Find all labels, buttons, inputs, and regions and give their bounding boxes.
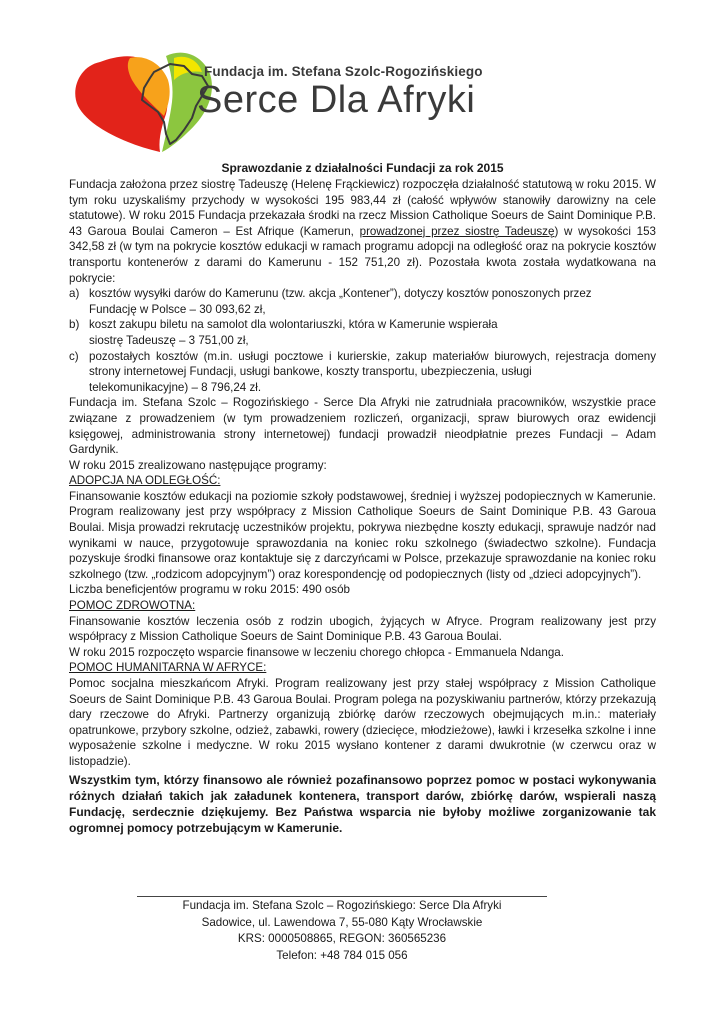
intro-part-1: Fundacja założona przez siostrę Tadeuszę (Helenę Frąckiewicz) rozpoczęła działalność statutową w roku 2015. W tym roku uzyskaliśmy przychody w wysokości 195 983,44 zł (całość wpływów stanowiły darowizny na cele statutowe). W roku 2015 Fundacja przekazała środki na rzecz Mission Catholique Soeurs de Saint Dominique P.B. 43 Garoua Boulai Cameron – Est Afrique (Kamerun,: [69, 178, 656, 238]
footer-line-4: Telefon: +48 784 015 056: [276, 948, 408, 962]
list-item: [69, 317, 656, 348]
staff-paragraph: Fundacja im. Stefana Szolc – Rogozińskiego - Serce Dla Afryki nie zatrudniała pracowników, wszystkie prace związane z prowadzeniem (w tym prowadzeniem rozliczeń, organizacji, spraw biurowych oraz ewidencji księgowej, administrowania strony internetowej) fundacji prowadził nieodpłatnie prezes Fundacji – Adam Gardynik.: [69, 396, 656, 457]
footer-divider: [137, 896, 547, 897]
list-marker: c): [69, 349, 79, 363]
adoption-heading: ADOPCJA NA ODLEGŁOŚĆ:: [69, 474, 221, 488]
programs-intro: W roku 2015 zrealizowano następujące programy:: [69, 458, 327, 472]
health-text: Finansowanie kosztów leczenia osób z rodzin ubogich, żyjących w Afryce. Program realizowany jest przy współpracy z Mission Catholique Soeurs de Saint Dominique P.B. 43 Garoua Boulai.: [69, 614, 656, 644]
intro-paragraph: [69, 177, 656, 286]
logo-brand-name: Serce Dla Afryki: [197, 79, 476, 121]
list-marker: b): [69, 318, 80, 332]
thanks-paragraph: Wszystkim tym, którzy finansowo ale również pozafinansowo poprzez pomoc w postaci wykonywania różnych działań takich jak załadunek kontenera, transport darów, zbiórkę darów, wspierali naszą Fundację, serdecznie dziękujemy. Bez Państwa wsparcia nie byłoby możliwe zorganizowanie tak ogromnej pomocy potrzebującym w Kamerunie.: [69, 772, 656, 835]
health-heading: POMOC ZDROWOTNA:: [69, 599, 196, 613]
report-title: Sprawozdanie z działalności Fundacji za rok 2015: [221, 161, 504, 175]
footer: [137, 898, 547, 964]
footer-line-3: KRS: 0000508865, REGON: 360565236: [237, 932, 447, 945]
list-item-text-cont: Fundację w Polsce – 30 093,62 zł,: [89, 302, 266, 316]
list-item-text-cont: siostrę Tadeuszę – 3 751,00 zł,: [89, 333, 249, 347]
list-item-text: pozostałych kosztów (m.in. usługi pocztowe i kurierskie, zakup materiałów biurowych, rejestracja domeny strony internetowej Fundacji, usługi bankowe, koszty transportu, ubezpieczenia, usługi: [89, 349, 656, 379]
adoption-beneficiaries: Liczba beneficjentów programu w roku 2015: 490 osób: [69, 583, 351, 597]
health-note: W roku 2015 rozpoczęto wsparcie finansowe w leczeniu chorego chłopca - Emmanuela Ndanga.: [69, 645, 564, 659]
humanitarian-heading: POMOC HUMANITARNA W AFRYCE:: [69, 661, 267, 675]
intro-underlined: prowadzonej przez siostrę Tadeuszę: [359, 224, 555, 238]
expenses-list: [69, 286, 656, 395]
footer-line-1: Fundacja im. Stefana Szolc – Rogozińskiego: Serce Dla Afryki: [182, 899, 502, 912]
list-item: [69, 286, 656, 317]
list-item-text: koszt zakupu biletu na samolot dla wolontariuszki, która w Kamerunie wspierała: [89, 318, 498, 332]
list-item-text: kosztów wysyłki darów do Kamerunu (tzw. akcja „Kontener”), dotyczy kosztów ponoszonych przez: [89, 287, 592, 301]
list-marker: a): [69, 287, 80, 301]
humanitarian-text: Pomoc socjalna mieszkańcom Afryki. Program realizowany jest przy stałej współpracy z Mission Catholique Soeurs de Saint Dominique P.B. 43 Garoua Boulai. Program polega na pozyskiwaniu partnerów, którzy przekazują dary rzeczowe do Afryki. Partnerzy organizują zbiórkę darów rzeczowych obejmujących m.in.: materiały opatrunkowe, przybory szkolne, odzież, zabawki, rowery (dziecięce, młodzieżowe), ławki i krzesełka szkolne i inne wyposażenie szkolne i medyczne. W roku 2015 wysłano kontener z darami dwukrotnie (w czerwcu oraz w listopadzie).: [69, 677, 656, 768]
list-item-text-cont: telekomunikacyjne) – 8 796,24 zł.: [89, 380, 262, 394]
logo-foundation-name: Fundacja im. Stefana Szolc-Rogozińskiego: [204, 64, 483, 79]
adoption-text: Finansowanie kosztów edukacji na poziomie szkoły podstawowej, średniej i wyższej podopiecznych w Kamerunie. Program realizowany jest przy współpracy z Mission Catholique Soeurs de Saint Dominique P.B. 43 Garoua Boulai. Misja prowadzi rekrutację uczestników projektu, pokrywa niezbędne koszty edukacji, sprawuje nadzór nad wynikami w nauce, przygotowuje sprawozdania na koniec roku szkolnego (świadectwo szkolne). Fundacja pozyskuje środki finansowe oraz kontaktuje się z darczyńcami w Polsce, przekazuje sprawozdanie na koniec roku szkolnego (tzw. „rodzicom adopcyjnym”) oraz korespondencję od podopiecznych (listy od „dzieci adopcyjnych”).: [69, 489, 656, 581]
report-body: [69, 160, 656, 836]
footer-line-2: Sadowice, ul. Lawendowa 7, 55-080 Kąty Wrocławskie: [201, 915, 483, 929]
list-item: [69, 349, 656, 396]
intro-part-2: ) w wysokości 153 342,58 zł (w tym na pokrycie kosztów edukacji w ramach programu adopcji na odległość oraz na pokrycie kosztów transportu kontenerów z darami do Kamerunu - 152 751,20 zł). Pozostała kwota została wydatkowana na pokrycie:: [69, 224, 656, 285]
